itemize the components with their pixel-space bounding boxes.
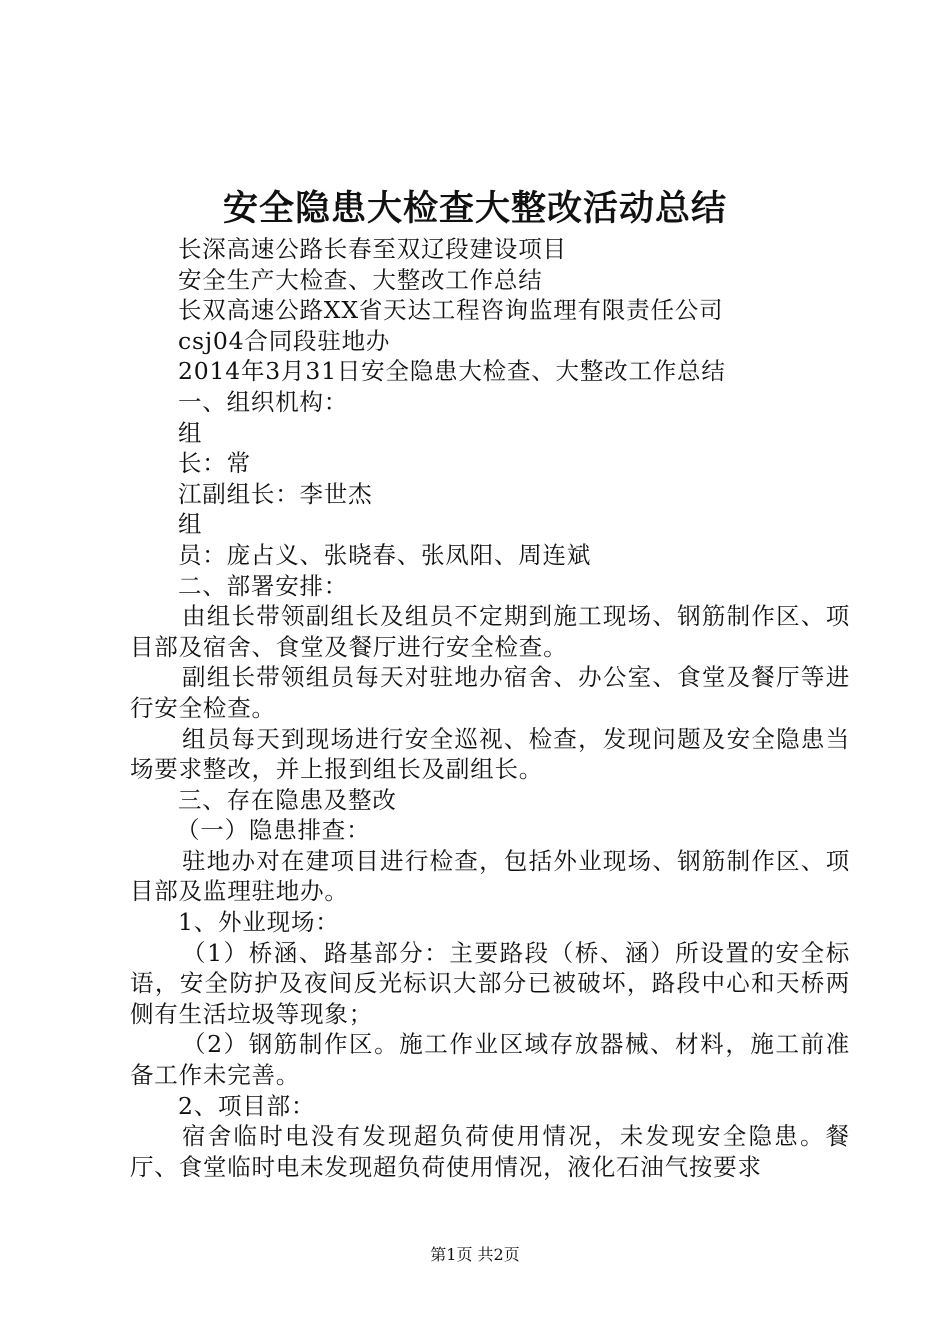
text-line: 员：庞占义、张晓春、张凤阳、周连斌 <box>178 540 592 569</box>
document-title: 安全隐患大检查大整改活动总结 <box>222 189 727 229</box>
page-footer: 第1页 共2页 <box>430 1245 520 1264</box>
item-heading: 1、外业现场： <box>178 908 340 937</box>
text-line: 安全生产大检查、大整改工作总结 <box>178 265 543 294</box>
paragraph: （2）钢筋制作区。施工作业区域存放器械、材料，施工前准备工作未完善。 <box>130 1030 850 1090</box>
document-body <box>130 234 850 1182</box>
paragraph: 由组长带领副组长及组员不定期到施工现场、钢筋制作区、项目部及宿舍、食堂及餐厅进行安全检查。 <box>130 602 850 661</box>
subsection-heading: （一）隐患排查： <box>176 816 371 845</box>
paragraph: 副组长带领组员每天对驻地办宿舍、办公室、食堂及餐厅等进行安全检查。 <box>130 663 850 722</box>
text-line: 江副组长：李世杰 <box>178 479 373 508</box>
text-line: 组 <box>178 510 203 539</box>
section-heading: 二、部署安排： <box>178 571 349 600</box>
text-line: 长双高速公路XX省天达工程咨询监理有限责任公司 <box>178 296 724 325</box>
text-line: 长深高速公路长春至双辽段建设项目 <box>178 235 567 263</box>
section-heading: 三、存在隐患及整改 <box>178 785 397 814</box>
text-line: 2014年3月31日安全隐患大检查、大整改工作总结 <box>178 357 726 386</box>
text-line: 长：常 <box>178 449 251 478</box>
paragraph: 宿舍临时电没有发现超负荷使用情况，未发现安全隐患。餐厅、食堂临时电未发现超负荷使用情况，液化石油气按要求 <box>130 1122 850 1181</box>
paragraph: 驻地办对在建项目进行检查，包括外业现场、钢筋制作区、项目部及监理驻地办。 <box>130 846 850 906</box>
section-heading: 一、组织机构： <box>178 387 349 416</box>
text-line: csj04合同段驻地办 <box>178 326 391 355</box>
paragraph: 组员每天到现场进行安全巡视、检查，发现问题及安全隐患当场要求整改，并上报到组长及副组长。 <box>130 724 850 784</box>
item-heading: 2、项目部： <box>178 1091 316 1120</box>
text-line: 组 <box>178 418 203 447</box>
paragraph: （1）桥涵、路基部分：主要路段（桥、涵）所设置的安全标语，安全防护及夜间反光标识大部分已被破坏，路段中心和天桥两侧有生活垃圾等现象； <box>130 938 850 1028</box>
